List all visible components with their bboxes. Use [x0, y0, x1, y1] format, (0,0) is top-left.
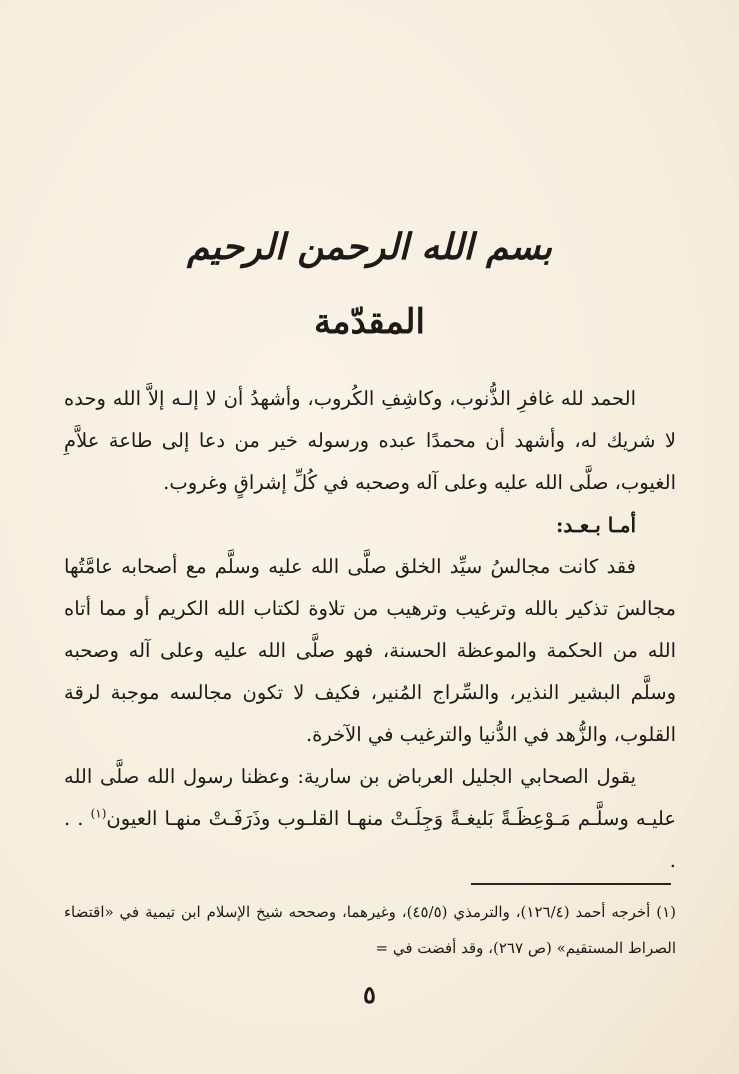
footnote-divider	[471, 883, 671, 885]
main-text	[64, 378, 676, 882]
hadith-text: يقول الصحابي الجليل العرباض بن سارية: وعظنا رسول الله صلَّى الله عليـه وسلَّـم مَـوْعِظَـةً بَليغـةً وَجِلَـتْ منهـا القلـوب وذَرَفَـتْ منهـا العيون	[64, 765, 676, 830]
page-number: ٥	[363, 980, 376, 1009]
footnote: (١) أخرجه أحمد (١٢٦/٤)، والترمذي (٤٥/٥)، وغيرهما، وصححه شيخ الإسلام ابن تيمية في «اقتضاء الصراط المستقيم» (ص ٢٦٧)، وقد أفضت في =	[64, 903, 677, 957]
paragraph-opening: الحمد لله غافرِ الذُّنوب، وكاشِفِ الكُروب، وأشهدُ أن لا إلـه إلاَّ الله وحده لا شريك له، وأشهد أن محمدًا عبده ورسوله خير من دعا إلى طاعة علاَّمِ الغيوب، صلَّى الله عليه وعلى آله وصحبه في كُلِّ إشراقٍ وغروب.	[64, 387, 676, 494]
subheading-amma-baad: أمـا بـعـد:	[556, 513, 636, 537]
basmala-calligraphy: بسم الله الرحمن الرحيم	[186, 226, 553, 268]
footnote-marker: (١)	[90, 806, 107, 821]
paragraph-hadith	[64, 756, 676, 882]
paragraph-majalis: فقد كانت مجالسُ سيِّد الخلق صلَّى الله عليه وسلَّم مع أصحابه عامَّتُها مجالسَ تذكير بالله وترغيب وترهيب من تلاوة لكتاب الله الكريم أو مما أتاه الله من الحكمة والموعظة الحسنة، فهو صلَّى الله عليه وعلى آله وصحبه وسلَّم البشير النذير، والسِّراج المُنير، فكيف لا تكون مجالسه موجبة لرقة القلوب، والزُّهد في الدُّنيا والترغيب في الآخرة.	[64, 555, 676, 746]
chapter-heading: المقدّمة	[314, 302, 425, 342]
hadith-ellipsis: . . .	[64, 807, 676, 872]
